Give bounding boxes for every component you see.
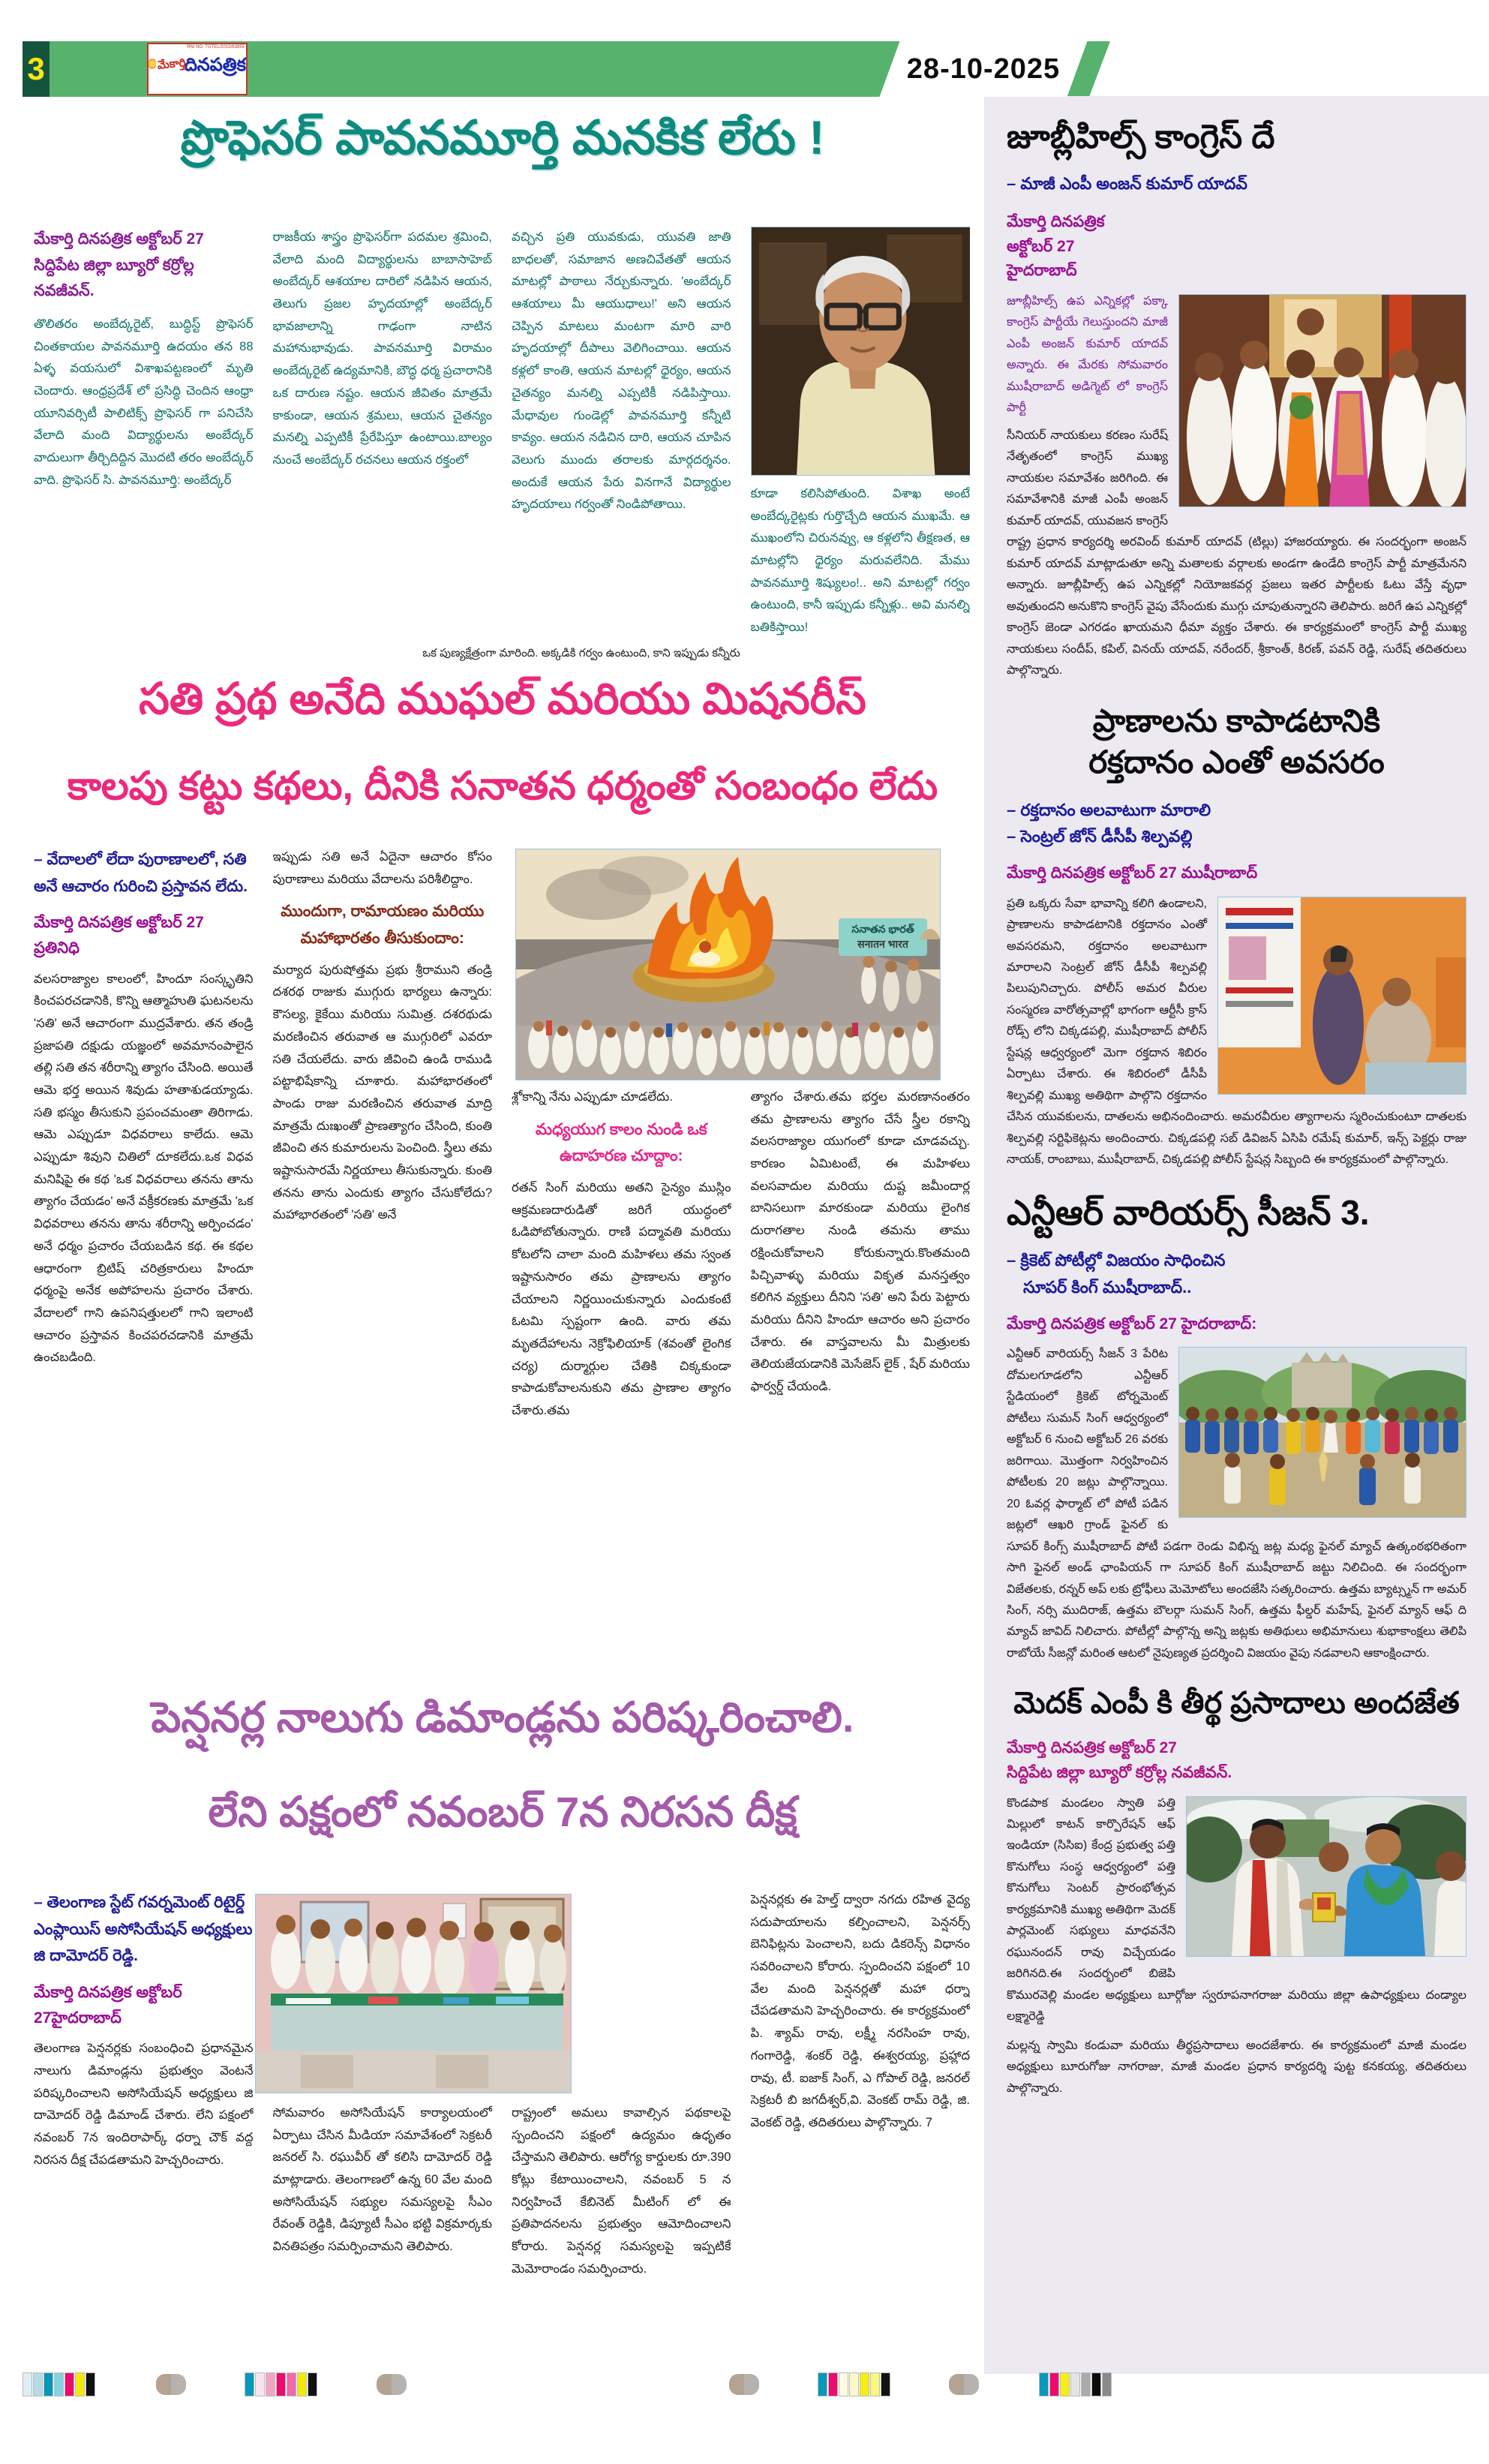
sati-dateline: మేకార్తి దినపత్రిక అక్టోబర్ 27 ప్రతినిధి: [34, 914, 204, 957]
registration-blob-half: [156, 2374, 171, 2395]
professor-col4: [751, 227, 971, 647]
registration-swatch: [245, 2372, 254, 2396]
ntr-bullet-2: సూపర్ కింగ్ ముషీరాబాద్..: [1023, 1277, 1192, 1297]
professor-byline: మేకార్తి దినపత్రిక అక్టోబర్ 27 సిద్దిపేట జిల్లా బ్యూరో కర్రోల్ల నవజీవన్.: [34, 230, 204, 300]
blood-headline-1: ప్రాణాలను కాపాడటానికి: [1092, 703, 1381, 739]
registration-swatch: [33, 2372, 43, 2396]
sati-col2b-text: మర్యాద పురుషోత్తమ ప్రభు శ్రీరాముని తండ్రి దశరథ రాజుకు ముగ్గురు భార్యలు ఉన్నారు: కౌసల్య, కైకేయి మరియు సుమిత్ర. దశరథుడు మరణించిన తరువాత ఆ ముగ్గురిలో ఎవరూ సతి చేయలేదు. వారు జీవించి ఉండి రాముడి పట్టాభిషేకాన్ని చూశారు. మహాభారతంలో పాండు రాజు మరణించిన తరువాత మాద్రి మాత్రమే దుఃఖంతో ప్రాణత్యాగం చేసింది, కుంతి జీవించి తన కుమారులను పెంచింది. స్త్రీలు తమ ఇష్టానుసారమే నిర్ణయాలు తీసుకున్నారు. కుంతి తనను తాను ఎందుకు త్యాగం చేసుకోలేదు?మహాభారతంలో 'సతి' అనే: [272, 963, 492, 1222]
registration-swatch: [54, 2372, 64, 2396]
ntr-dateline: మేకార్తి దినపత్రిక అక్టోబర్ 27 హైదరాబాద్:: [1007, 1315, 1257, 1333]
ntr-headline: ఎన్టీఆర్ వారియర్స్ సీజన్ 3.: [1007, 1192, 1370, 1232]
sati-col3a-text: శ్లోకాన్ని నేను ఎప్పుడూ చూడలేదు.: [512, 1090, 673, 1104]
sati-photo: [515, 849, 941, 1080]
sati-col1-text: వలసరాజ్యాల కాలంలో, హిందూ సంస్కృతిని కించపరచడానికి, కొన్ని ఆత్మాహుతి ఘటనలను 'సతి' అనే ఆచారంగా ముద్రవేశారు. తన తండ్రి ప్రజాపతి దక్షుడు యజ్ఞంలో అవమానంపాలైన తల్లి సతి తన శరీరాన్ని త్యాగం చేసింది. అయితే ఆమె భర్త అయిన శివుడు హతాశుడయ్యాడు. సతి భస్మం తీసుకుని ప్రపంచమంతా తిరిగాడు. ఆమె ఎప్పుడూ విధవరాలు కాలేదు. ఆమె ఎప్పుడూ శివుని చితిలో దూకలేదు.ఒక విధవ మనిషిపై ఈ కథ 'ఒక విధవరాలు తనను తాను త్యాగం చేయడం' అనే వక్రీకరణకు మాత్రమే 'ఒక విధవరాలు తనను తాను శరీరాన్ని అర్పించడం' అనే ధర్మం ప్రచారం చేయబడిన కథ. ఈ కథల ఆధారంగా బ్రిటిష్ చరిత్రకారులు హిందూ ధర్మంపై అనేక అపోహలను ప్రచారం చేశారు. వేదాలలో గాని ఉపనిషత్తులలో గాని ఇలాంటి ఆచారం ప్రస్తావన కించపరచడానికి మాత్రమే ఉంచబడింది.: [34, 972, 254, 1365]
masthead-title-right: దినపత్రిక: [184, 55, 246, 75]
registration-swatch: [65, 2372, 74, 2396]
pension-col4-text: పెన్షనర్లకు ఈ హెల్త్ ద్వారా నగదు రహిత వైద్య సదుపాయాలను కల్పించాలని, పెన్షనర్స్ బెనిఫిట్లను పెంచాలని, బదు డికరెన్స్ విధానం సవరించాలని కోరారు. స్పందించని పక్షంలో 10 వేల మంది పెన్షనర్లతో మహా ధర్నా చేపడతామని హెచ్చరించారు. ఈ కార్యక్రమంలో పి. శ్యామ్ రావు, లక్ష్మీ నరసింహ రావు, గంగారెడ్డి, శంకర్ రెడ్డి, ఈశ్వరయ్య, ప్రహ్లాద రావు, టీ. ఐజాక్ సింగ్, ఎ గోపాల్ రెడ్డి, జనరల్ సెక్రటరీ బి జగదీశ్వర్,వి. వెంకట్ రామ్ రెడ్డి, జి. వెంకట్ రెడ్డి, తదితరులు పాల్గొన్నారు. 7: [750, 1893, 970, 2129]
registration-swatch: [1102, 2372, 1112, 2396]
registration-swatch: [1081, 2372, 1091, 2396]
registration-swatch-group-3: [818, 2372, 891, 2396]
professor-col3-text: వచ్చిన ప్రతి యువకుడు, యువతి జాతి బాధలతో, సమాజాన అణచివేతతో ఆయన మాటల్లో పాఠాలు నేర్చుకున్నారు. 'అంబేద్కర్ ఆశయాలు మీ ఆయుధాలు!' అని ఆయన చెప్పిన మాటలు మంటగా మారి వారి హృదయాల్లో దీపాలు వెలిగించాయి. ఆయన కళ్లలో కాంతి, ఆయన మాటల్లో ధైర్యం, ఆయన చైతన్యం మనల్ని ఎప్పటికీ నడిపిస్తాయి. మేధావుల గుండెల్లో పావనమూర్తి కన్నీటి కావ్యం. ఆయన నడిచిన దారి, ఆయన చూపిన వెలుగు ముందు తరాలకు మార్గదర్శనం. అందుకే ఆయన పేరు వినగానే విద్యార్థుల హృదయాలు గర్వంతో నిండిపోతాయి.: [512, 230, 731, 512]
svg-text:सनातन भारत: सनातन भारत: [857, 938, 908, 950]
pension-dateline: మేకార్తి దినపత్రిక అక్టోబర్ 27హైదరాబాద్: [34, 1984, 182, 2027]
sati-col3-subhead: మధ్యయుగ కాలం నుండి ఒక ఉదాహరణ చూద్దాం:: [535, 1120, 707, 1165]
registration-blob-half: [392, 2374, 407, 2395]
svg-text:సనాతన భారత్: సనాతన భారత్: [851, 923, 914, 935]
medak-article: [1007, 1684, 1466, 2099]
registration-swatch: [287, 2372, 296, 2396]
registration-swatch: [266, 2372, 275, 2396]
medak-dateline-2: సిద్దిపేట జిల్లా బ్యూరో కర్రోల్ల నవజీవన్.: [1007, 1763, 1232, 1781]
date-box: [880, 41, 1088, 97]
registration-swatch: [276, 2372, 286, 2396]
registration-swatch: [1060, 2372, 1070, 2396]
page-date: 28-10-2025: [906, 53, 1061, 85]
medak-photo: [1186, 1796, 1466, 1957]
medak-body-2: మల్లన్న స్వామి కండువా మరియు తీర్థప్రసాదాలు అందజేశారు. ఈ కార్యక్రమంలో మాజీ మండల అధ్యక్షులు బూరుగోజు నాగరాజు, మాజీ మండల ప్రధాన కార్యదర్శి పుట్ట కనకయ్య, తదితరులు పాల్గొన్నారు.: [1007, 2039, 1466, 2095]
registration-swatch: [1091, 2372, 1101, 2396]
sati-col2: [273, 846, 493, 1688]
professor-closing-line: ఒక పుణ్యక్షేత్రంగా మారింది. అక్కడికి గర్వం ఉంటుంది, కాని ఇప్పుడు కన్నీరు: [422, 647, 740, 660]
pension-bullet: – తెలంగాణ స్టేట్ గవర్నమెంట్ రిటైర్డ్ ఎంప్లాయిస్ అసోసియేషన్ అధ్యక్షులు జి దామోదర్ రెడ్డి.: [34, 1894, 253, 1965]
registration-blob: [156, 2374, 186, 2395]
page-number-box: [23, 41, 50, 97]
medak-headline: మెదక్ ఎంపీ కి తీర్థ ప్రసాదాలు అందజేత: [1013, 1687, 1460, 1720]
professor-columns: [34, 227, 970, 647]
registration-swatch: [75, 2372, 85, 2396]
professor-photo: [751, 227, 971, 476]
registration-swatch: [1039, 2372, 1049, 2396]
blood-bullet-1: – రక్తదానం అలవాటుగా మారాలి: [1007, 800, 1211, 819]
pension-col3-text: రాష్ట్రంలో అమలు కావాల్సిన పథకాలపై స్పందించని పక్షంలో ఉద్యమం ఉధృతం చేస్తామని తెలిపారు. ఆరోగ్య కార్డులకు రూ.390 కోట్లు కేటాయించాలని, నవంబర్ 5 న నిర్వహించే కేబినెట్ మీటింగ్ లో ఈ ప్రతిపాదనలను ప్రభుత్వం ఆమోదించాలని కోరారు. పెన్షనర్ల సమస్యలపై ఇప్పటికే మెమోరాండం సమర్పించారు.: [512, 2106, 731, 2276]
medak-body: కొండపాక మండలం స్వాతి పత్తి మిల్లులో కాటన్ కార్పొరేషన్ ఆఫ్ ఇండియా (సిసిఐ) కేంద్ర ప్రభుత్వ పత్తి కొనుగోలు సంస్థ ఆధ్వర్యంలో పత్తి కొనుగోలు సెంటర్ ప్రారంభోత్సవ కార్యక్రమానికి ముఖ్య అతిథిగా మెదక్ పార్లమెంట్ సభ్యులు మాధవనేని రఘునందన్ రావు విచ్చేయడం జరిగినది.ఈ సందర్భంలో బిజెపి కొమురవెల్లి మండల అధ్యక్షులు బూర్గోజు స్వరూపనాగరాజు మరియు జిల్లా ఉపాధ్యక్షులు దండ్యాల లక్ష్మారెడ్డి: [1007, 1796, 1466, 2024]
jubilee-article: [1007, 116, 1466, 681]
professor-col3: [512, 227, 731, 647]
registration-blob: [377, 2374, 407, 2395]
registration-swatch: [860, 2372, 869, 2396]
registration-swatch: [1070, 2372, 1080, 2396]
registration-swatch-group-2: [245, 2372, 318, 2396]
professor-col1-text: తొలితరం అంబేద్కరైట్, బుద్ధిస్ట్ ప్రొఫెసర్ చింతకాయల పావనమూర్తి ఉదయం తన 88 ఏళ్ళ వయసులో విశాఖపట్టణంలో మృతి చెందారు. ఆంధ్రప్రదేశ్ లో ప్రసిద్ధి చెందిన ఆంధ్రా యూనివర్సిటీ పాలిటిక్స్ ప్రొఫెసర్ గా పనిచేసి వేలాది మంది విద్యార్థులను అంబేద్కర్ వాదులుగా తీర్చిదిద్దిన మొదటి తరం అంబేద్కర్ వాది. ప్రొఫెసర్ సి. పావనమూర్తి: అంబేద్కర్: [34, 317, 254, 487]
pension-col1-text: తెలంగాణ పెన్షనర్లకు సంబంధించి ప్రధానమైన నాలుగు డిమాండ్లను ప్రభుత్వం వెంటనే పరిష్కరించాలని అసోసియేషన్ అధ్యక్షులు జి దామోదర్ రెడ్డి డిమాండ్ చేశారు. లేని పక్షంలో నవంబర్ 7న ఇందిరాపార్క్ ధర్నా చౌక్ వద్ద నిరసన దీక్ష చేపడతామని హెచ్చరించారు.: [34, 2042, 254, 2167]
registration-swatch: [1049, 2372, 1059, 2396]
masthead-logo: [147, 43, 248, 95]
registration-swatch: [818, 2372, 827, 2396]
medak-dateline-1: మేకార్తి దినపత్రిక అక్టోబర్ 27: [1007, 1739, 1177, 1757]
jubilee-dateline-1: మేకార్తి దినపత్రిక: [1007, 213, 1105, 231]
sati-col2-subhead: ముందుగా, రామాయణం మరియు మహాభారతం తీసుకుందాం:: [281, 903, 485, 948]
pension-col2-text: సోమవారం అసోసియేషన్ కార్యాలయంలో ఏర్పాటు చేసిన మీడియా సమావేశంలో సెక్రటరీ జనరల్ సి. రఘువీర్ తో కలిసి దామోదర్ రెడ్డి మాట్లాడారు. తెలంగాణలో ఉన్న 60 వేల మంది అసోసియేషన్ సభ్యుల సమస్యలపై సీఎం రేవంత్ రెడ్డికి, డిప్యూటీ సీఎం భట్టి విక్రమార్కకు వినతిపత్రం సమర్పించామని తెలిపారు.: [272, 2106, 492, 2254]
registration-blob: [729, 2374, 759, 2395]
ntr-warriors-photo: [1178, 1347, 1466, 1518]
registration-blob-half: [949, 2374, 964, 2395]
registration-swatch: [297, 2372, 307, 2396]
registration-swatch: [23, 2372, 32, 2396]
jubilee-dateline-3: హైదరాబాద్: [1007, 262, 1077, 280]
professor-col1: [34, 227, 254, 647]
professor-col4-text: కూడా కలిసిపోతుంది. విశాఖ అంటే అంబేద్కరైట్లకు గుర్తొచ్చేది ఆయన ముఖమే. ఆ ముఖంలోని చిరునవ్వు, ఆ కళ్లలోని తీక్షణత, ఆ మాటల్లోని ధైర్యం మరువలేనిది. మేము పావనమూర్తి శిష్యులం!.. అని మాటల్లో గర్వం ఉంటుంది, కానీ ఇప్పుడు కన్నీళ్లు.. అవి మనల్ని బతికిస్తాయి!: [750, 487, 970, 635]
pension-col4: [751, 1889, 971, 2357]
sati-bullet: – వేదాలలో లేదా పురాణాలలో, సతి అనే ఆచారం గురించి ప్రస్తావన లేదు.: [34, 851, 248, 895]
sati-headline-2: కాలపు కట్టు కథలు, దీనికి సనాతన ధర్మంతో సంబంధం లేదు: [67, 765, 938, 808]
pension-headline-1: పెన్షనర్ల నాలుగు డిమాండ్లను పరిష్కరించాలి.: [151, 1693, 854, 1741]
pension-col1: [34, 1889, 254, 2357]
sati-col1: [34, 846, 254, 1688]
registration-blob-half: [729, 2374, 744, 2395]
registration-swatch: [881, 2372, 890, 2396]
registration-marks-row: [0, 2372, 1489, 2402]
registration-swatch: [839, 2372, 848, 2396]
sati-col3b-text: రతన్ సింగ్ మరియు అతని సైన్యం ముస్లిం ఆక్రమణదారుడితో జరిగే యుద్ధంలో ఓడిపోబోతున్నారు. రాణి పద్మావతి మరియు కోటలోని చాలా మంది మహిళలు తమ స్వంత ఇష్టానుసారం తమ ప్రాణాలను త్యాగం చేయాలని నిర్ణయించుకున్నారు ఎందుకంటే ఓటమి స్పష్టంగా ఉంది. వారు తమ మృతదేహాలను నెక్రోఫిలియాక్ (శవంతో లైంగిక చర్య) దుర్మార్గుల చేతికి చిక్కకుండా కాపాడుకోవాలనుకుని తమ ప్రాణాల త్యాగం చేశారు.తమ: [512, 1181, 731, 1417]
jubilee-headline: జూబ్లీహిల్స్ కాంగ్రెస్ దే: [1007, 119, 1275, 155]
sati-headline-1: సతి ప్రథ అనేది ముఘల్ మరియు మిషనరీస్: [139, 675, 866, 723]
registration-swatch-group-1: [23, 2372, 96, 2396]
ntr-article: [1007, 1191, 1466, 1665]
jubilee-byline: – మాజీ ఎంపీ అంజన్ కుమార్ యాదవ్: [1007, 174, 1247, 194]
rni-line: RNI NO: TGTEL/2015/63855: [187, 45, 245, 50]
blood-body: ప్రతి ఒక్కరు సేవా భావాన్ని కలిగి ఉండాలని, ప్రాణాలను కాపాడటానికి రక్తదానం ఎంతో అవసరమని, రక్తదానం అలవాటుగా మారాలని సెంట్రల్ జోన్ డీసీపీ శిల్పవల్లి పిలుపునిచ్చారు. పోలీస్ అమర వీరుల సంస్మరణ వారోత్సవాల్లో భాగంగా ఆర్టీసీ క్రాస్ రోడ్స్ లోని చిక్కడపల్లి, ముషీరాబాద్ పోలీస్ స్టేషన్ల ఆధ్వర్యంలో మెగా రక్తదాన శిబిరం ఏర్పాటు చేశారు. ఈ శిబిరంలో డీసీపీ శిల్పవల్లి ముఖ్య అతిథిగా పాల్గొని రక్తదానం చేసిన యువకులను, దాతలను అభినందించారు. అమరవీరుల త్యాగాలను స్మరించుకుంటూ దాతలకు శిల్పవల్లి సర్టిఫికెట్లను అందించారు. చిక్కడపల్లి సబ్ డివిజన్ ఏసిపి రమేష్ కుమార్, ఇన్స్ పెక్టర్లు రాజు నాయక్, రాంబాబు, ముషీరాబాద్, చిక్కడపల్లి పోలీస్ స్టేషన్ల సిబ్బంది ఈ కార్యక్రమంలో పాల్గొన్నారు.: [1007, 897, 1466, 1167]
registration-blob-half: [964, 2374, 979, 2395]
blood-headline-2: రక్తదానం ఎంతో అవసరం: [1088, 744, 1385, 780]
blood-dateline: మేకార్తి దినపత్రిక అక్టోబర్ 27 ముషీరాబాద్: [1007, 864, 1258, 882]
registration-swatch: [86, 2372, 95, 2396]
professor-col2-text: రాజకీయ శాస్త్రం ప్రొఫెసర్‌గా పదమల శ్రమించి, వేలాది మంది విద్యార్థులను బాబాసాహెబ్ అంబేద్కర్ ఆశయాల దారిలో నడిపిన ఆయన, తెలుగు ప్రజల హృదయాల్లో అంబేద్కర్ భావజాలాన్ని గాఢంగా నాటిన మహానుభావుడు. పావనమూర్తి విరామం అంబేద్కరైట్ ఉద్యమానికి, బౌద్ధ ధర్మ ప్రచారానికి ఒక దారుణ నష్టం. ఆయన జీవితం మాత్రమే కాకుండా, ఆయన శ్రమలు, ఆయన చైతన్యం మనల్ని ఎప్పటికీ ప్రేరేపిస్తూ ఉంటాయి.బాల్యం నుంచే అంబేద్కర్ రచనలు ఆయన రక్తంలో: [272, 230, 492, 467]
registration-blob-half: [171, 2374, 186, 2395]
masthead-title-left: మేకార్తి: [157, 56, 187, 72]
jubilee-lead: జూబ్లీహిల్స్ ఉప ఎన్నికల్లో పక్కా కాంగ్రెస్ పార్టీయే గెలుస్తుందని మాజీ ఎంపీ అంజన్ కుమార్ యాదవ్ అన్నారు. ఈ మేరకు సోమవారం ముషీరాబాద్ అడిగ్మెట్ లో కాంగ్రెస్ పార్టీ: [1007, 295, 1168, 415]
jubilee-dateline-2: అక్టోబర్ 27: [1007, 237, 1075, 255]
registration-swatch: [870, 2372, 880, 2396]
blood-donation-photo: [1217, 897, 1466, 1095]
registration-swatch: [44, 2372, 53, 2396]
registration-blob-half: [377, 2374, 392, 2395]
professor-col2: [273, 227, 493, 647]
blood-article: [1007, 701, 1466, 1170]
ntr-bullet-1: – క్రికెట్ పోటీల్లో విజయం సాధించిన: [1007, 1251, 1226, 1270]
jubilee-body: సీనియర్ నాయకులు కరణం సురేష్ నేతృతంలో కాంగ్రెస్ ముఖ్య నాయకుల సమావేశం జరిగింది. ఈ సమావేశానికి మాజీ ఎంపీ అంజన్ కుమార్ యాదవ్, యువజన కాంగ్రెస్ రాష్ట్ర ప్రధాన కార్యదర్శి అరవింద్ కుమార్ యాదవ్ (టిల్లు) హాజరయ్యారు. ఈ సందర్భంగా అంజన్ కుమార్ యాదవ్ మాట్లాడుతూ అన్ని మతాలకు వర్గాలకు అండగా ఉండేది కాంగ్రెస్ పార్టీ మాత్రమేనని అన్నారు. జూబ్లీహిల్స్ ఉప ఎన్నికల్లో నియోజకవర్గ ప్రజలు ఇతర పార్టీలకు ఓటు వేస్తే వృధా అవుతుందని అనుకొని కాంగ్రెస్ వైపు వేసేందుకు ముగ్గు చూపుతున్నారని తెలిపారు. జరిగే ఉప ఎన్నికల్లో కాంగ్రెస్ జెండా ఎగరడం ఖాయమని ధీమా వ్యక్తం చేశారు. ఈ కార్యక్రమంలో కాంగ్రెస్ పార్టీ ముఖ్య నాయకులు సందీప్, కపిల్, వినయ్ యాదవ్, నరేందర్, శ్రీకాంత్, కిరణ్, పవన్ రెడ్డి, సురేష్ తదితరులు పాల్గొన్నారు.: [1007, 428, 1466, 677]
registration-swatch: [828, 2372, 838, 2396]
registration-blob: [949, 2374, 979, 2395]
registration-swatch: [255, 2372, 265, 2396]
registration-blob-half: [744, 2374, 759, 2395]
sati-col2a-text: ఇప్పుడు సతి అనే ఏదైనా ఆచారం కోసం పురాణాలు మరియు వేదాలను పరిశీలిద్దాం.: [272, 850, 492, 886]
page-number: 3: [27, 51, 45, 86]
pension-headline-2: లేని పక్షంలో నవంబర్ 7న నిరసన దీక్ష: [208, 1788, 797, 1835]
registration-swatch: [308, 2372, 317, 2396]
sati-col4-text: త్యాగం చేశారు.తమ భర్తల మరణానంతరం తమ ప్రాణాలను త్యాగం చేసే స్త్రీల రకాన్ని వలసరాజ్యాల యుగంలో కూడా చూడవచ్చు. కారణం ఏమిటంటే, ఈ మహిళలు వలసవాదుల మరియు దుష్ట జమీందార్ల బానిసలుగా మారకుండా మరియు లైంగిక దురాగతాల నుండి తమను తాము రక్షించుకోవాలని కోరుకున్నారు.కొంతమంది పిచ్చివాళ్ళు మరియు వికృత మనస్తత్వం కలిగిన వ్యక్తులు దీనిని 'సతి' అని పేరు పెట్టారు మరియు దీనిని హిందూ ఆచారం అని ప్రచారం చేశారు. ఈ వాస్తవాలను మీ మిత్రులకు తెలియజేయడానికి మెసేజెస్ లైక్ , షేర్ మరియు ఫార్వర్డ్ చేయండి.: [750, 1090, 970, 1393]
right-rail: [984, 96, 1489, 2374]
professor-headline: ప్రొఫెసర్ పావనమూర్తి మనకిక లేరు !: [180, 112, 825, 164]
pension-photo: [255, 1894, 572, 2093]
sun-icon: [149, 57, 156, 71]
ntr-body: ఎన్టీఆర్ వారియర్స్ సీజన్ 3 పేరిట దోమలగూడలోని ఎన్టీఆర్ స్టేడియంలో క్రికెట్ టోర్నమెంట్ పోటీలు సుమన్ సింగ్ ఆధ్వర్యంలో అక్టోబర్ 6 నుంచి అక్టోబర్ 26 వరకు జరిగాయి. మొత్తంగా నిర్వహించిన పోటీలకు 20 జట్లు పాల్గొన్నాయి. 20 ఓవర్ల ఫార్మాట్ లో పోటీ పడిన జట్లలో ఆఖరి గ్రాండ్ ఫైనల్ కు సూపర్ కింగ్స్ ముషీరాబాద్ పోటీ పడగా రెండు విభిన్న జట్ల మధ్య ఫైనల్ మ్యాచ్ ఉత్కంఠభరితంగా సాగి ఫైనల్ అండ్ ఛాంపియన్ గా సూపర్ కింగ్ ముషీరాబాద్ జట్టు నిలిచింది. ఈ సందర్భంగా విజేతలకు, రన్నర్ అప్ లకు ట్రోఫీలు మెమోటోలు అందజేసి సత్కరించారు. ఉత్తమ బ్యాట్స్మన్ గా అమర్ సింగ్, నర్సి ముదిరాజ్, ఉత్తమ బౌలర్గా సుమన్ సింగ్, ఉత్తమ ఫీల్డర్ మహేష్, ఫైనల్ మ్యాన్ ఆఫ్ ది మ్యాచ్ జావిద్ నిలిచారు. పోటీల్లో పాల్గొన్న అన్ని జట్లకు అతిథులు అభిమానులు శుభాకాంక్షలు తెలిపి రాబోయే సీజన్లో మరింత ఆటలో నైపుణ్యత ప్రదర్శించి విజయం వైపు నడవాలని ఆకాంక్షించారు.: [1007, 1348, 1466, 1660]
jubilee-photo: [1178, 294, 1466, 507]
registration-swatch: [849, 2372, 859, 2396]
registration-swatch-group-4: [1039, 2372, 1112, 2396]
blood-bullet-2: – సెంట్రల్ జోన్ డీసీపీ శిల్పవల్లి: [1007, 826, 1193, 846]
